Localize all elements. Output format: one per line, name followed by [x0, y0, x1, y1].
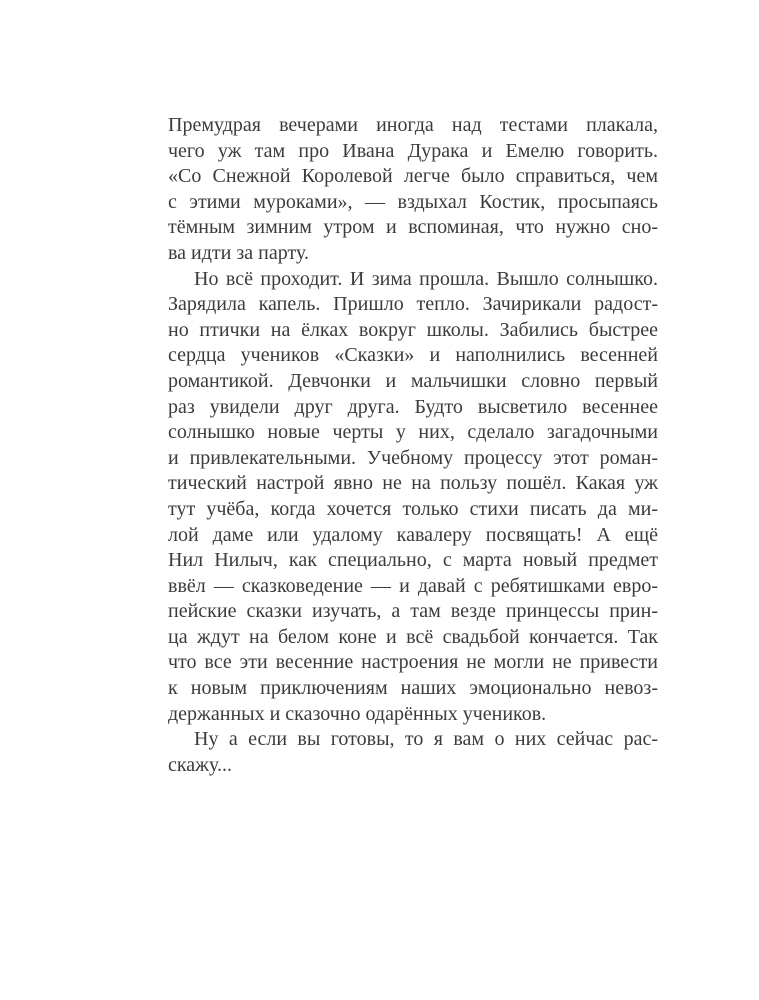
text-line: и привлекательными. Учебному процессу этот роман-	[168, 446, 658, 469]
text-line: лой даме или удалому кавалеру посвящать! А ещё	[168, 523, 658, 546]
text-line: пейские сказки изучать, а там везде принцессы прин-	[168, 600, 658, 623]
text-line: Ну а если вы готовы, то я вам о них сейчас рас-	[194, 728, 658, 751]
text-line: тут учёба, когда хочется только стихи писать да ми-	[168, 497, 658, 520]
text-line: Премудрая вечерами иногда над тестами плакала,	[168, 114, 658, 136]
text-line: солнышко новые черты у них, сделало загадочными	[168, 421, 658, 444]
paragraph	[168, 727, 658, 778]
paragraph	[168, 267, 658, 728]
text-line: Зарядила капель. Пришло тепло. Зачирикали радост-	[168, 293, 658, 316]
text-line: Но всё проходит. И зима прошла. Вышло солнышко.	[194, 267, 658, 290]
text-line: чего уж там про Ивана Дурака и Емелю говорить.	[168, 139, 658, 162]
text-line: ца ждут на белом коне и всё свадьбой кончается. Так	[168, 625, 658, 648]
text-line: сердца учеников «Сказки» и наполнились весенней	[168, 344, 658, 367]
paragraph	[168, 113, 658, 267]
text-line: скажу...	[168, 753, 232, 776]
text-line: держанных и сказочно одарённых учеников.	[168, 702, 547, 725]
text-line: Нил Нилыч, как специально, с марта новый предмет	[168, 549, 658, 572]
text-line: раз увидели друг друга. Будто высветило весеннее	[168, 395, 658, 418]
text-line: романтикой. Девчонки и мальчишки словно первый	[168, 369, 658, 392]
text-line: к новым приключениям наших эмоционально невоз-	[168, 677, 658, 700]
text-line: ввёл — сказковедение — и давай с ребятишками евро-	[168, 574, 658, 597]
text-line: но птички на ёлках вокруг школы. Забились быстрее	[168, 318, 658, 341]
page-text-block	[168, 113, 658, 778]
text-line: ва идти за парту.	[168, 241, 309, 264]
text-line: «Со Снежной Королевой легче было справиться, чем	[168, 165, 658, 188]
text-line: тёмным зимним утром и вспоминая, что нужно сно-	[168, 216, 658, 239]
text-line: тический настрой явно не на пользу пошёл. Какая уж	[168, 472, 658, 495]
text-line: с этими муроками», — вздыхал Костик, просыпаясь	[168, 190, 658, 213]
text-line: что все эти весенние настроения не могли не привести	[168, 651, 658, 674]
